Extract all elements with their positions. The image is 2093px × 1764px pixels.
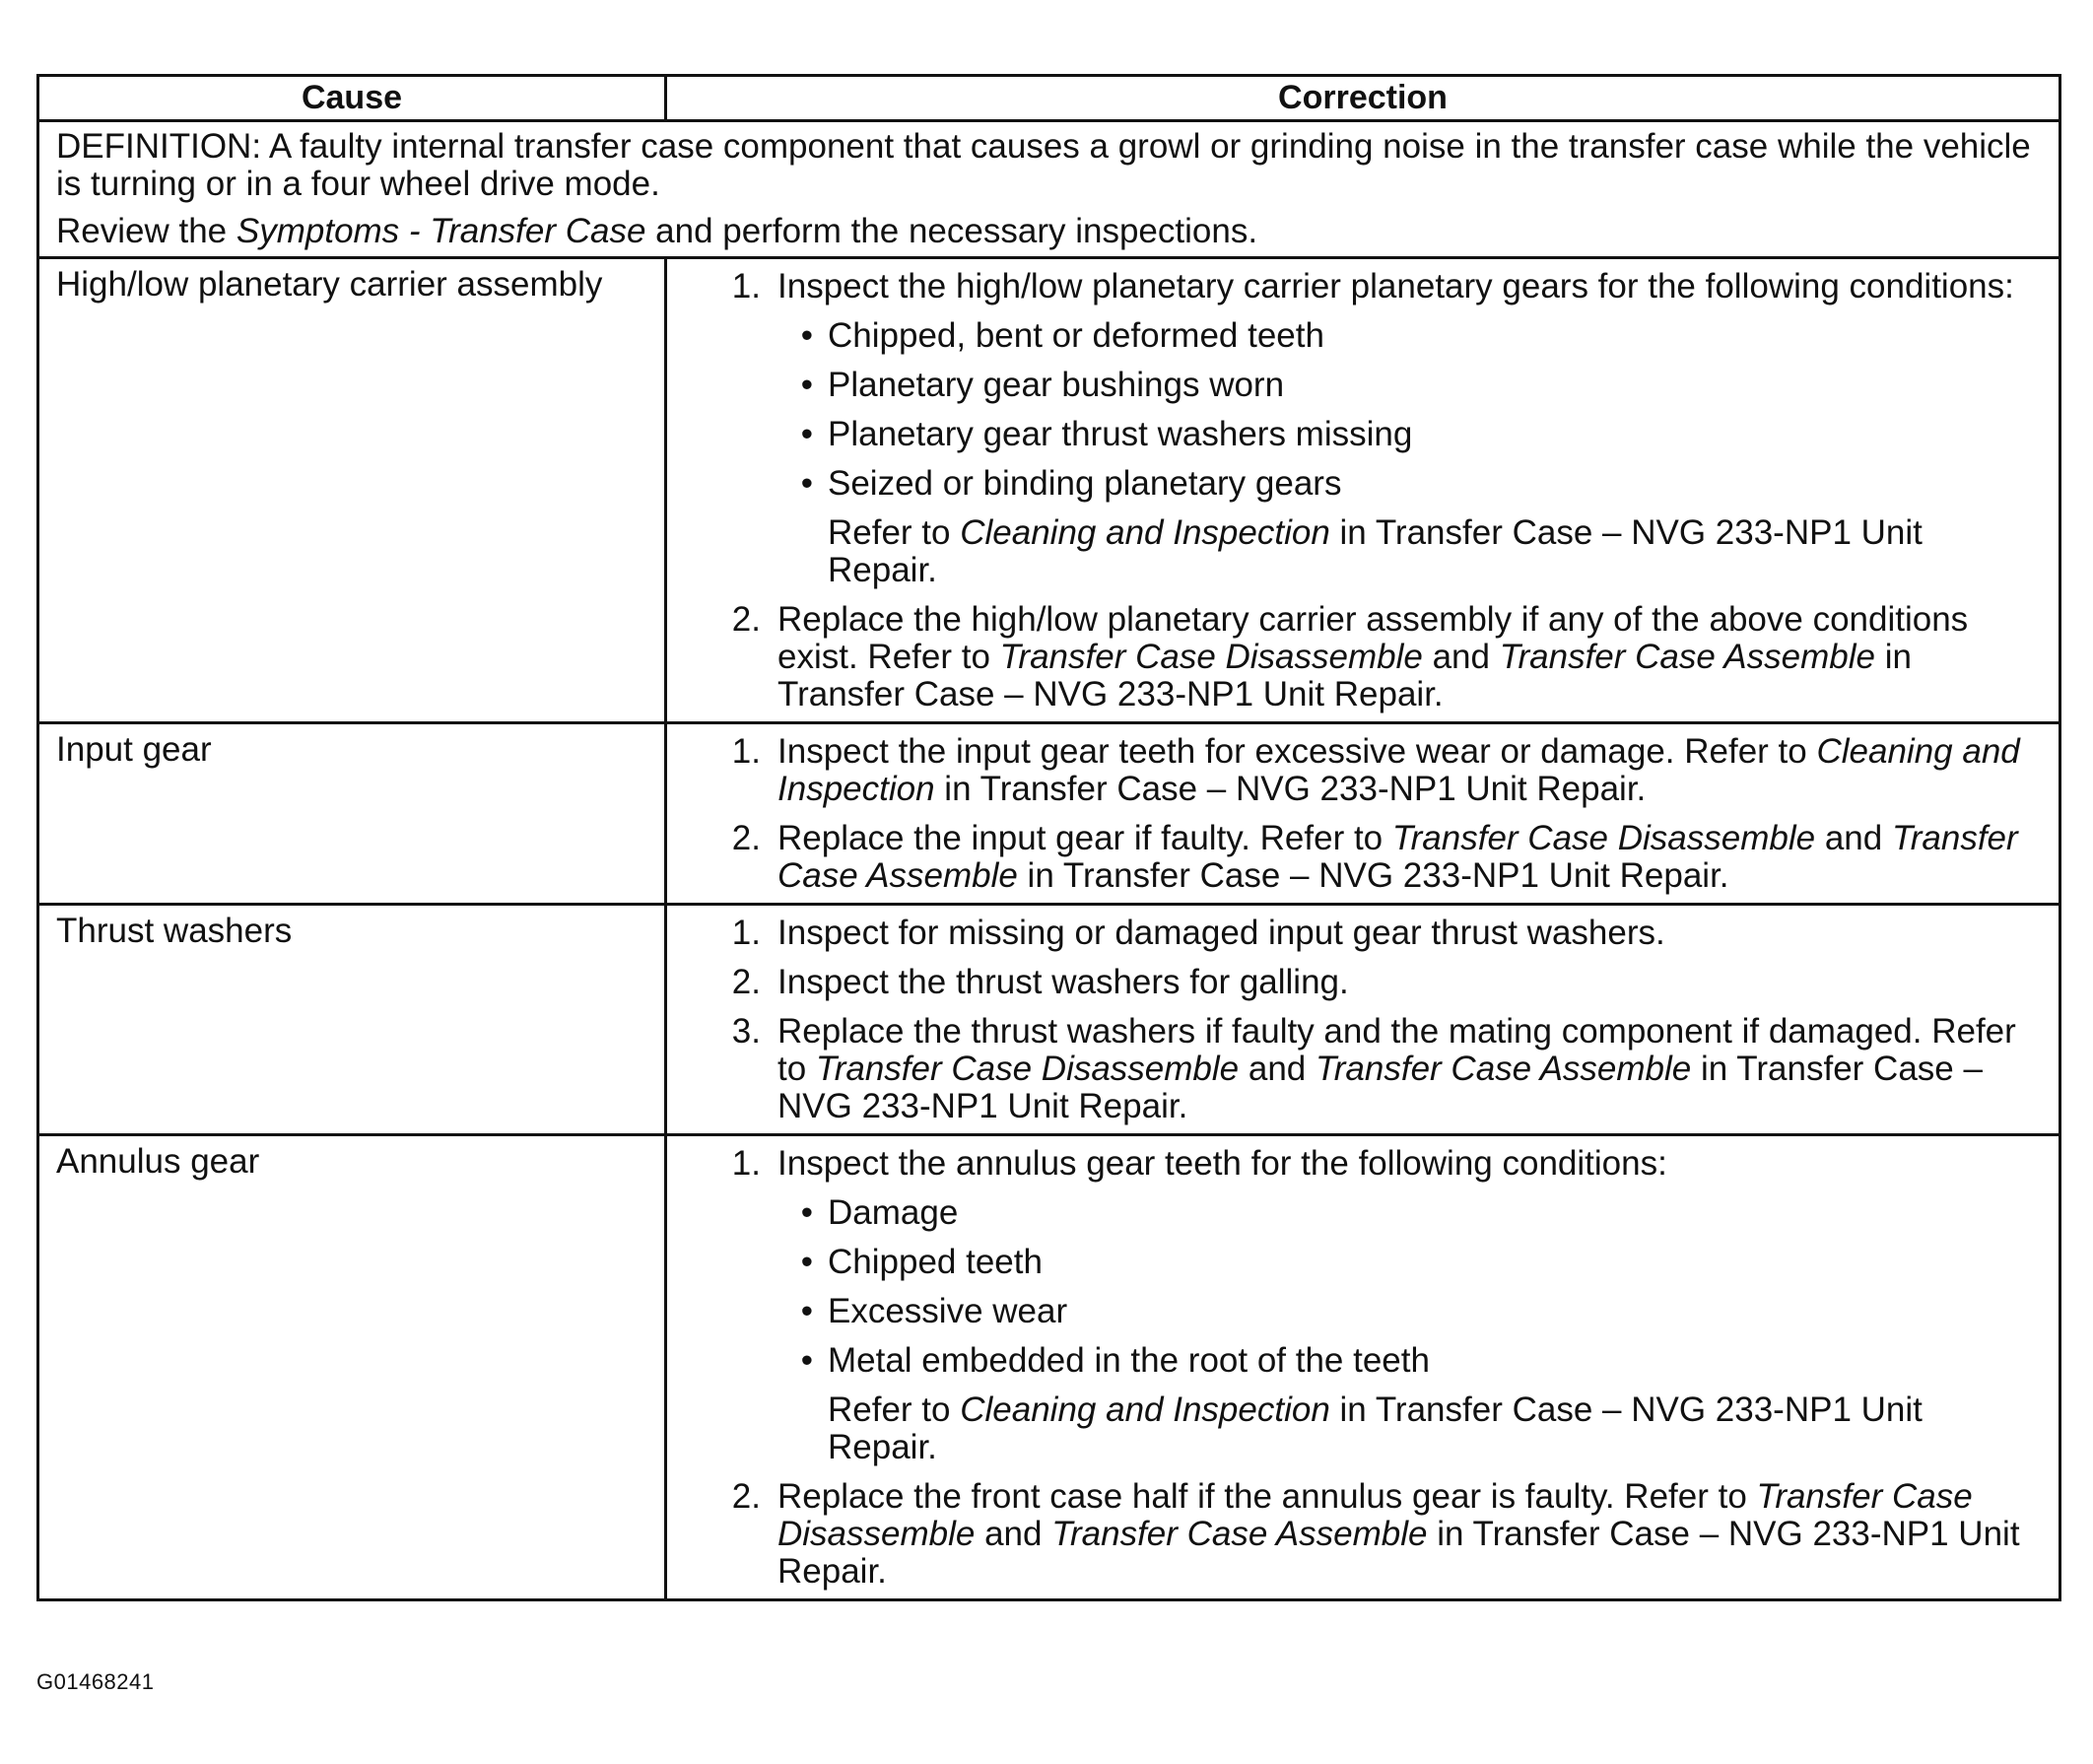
- step-text: [777, 733, 2035, 808]
- correction-cell: [666, 1135, 2060, 1600]
- review-text: [56, 213, 2043, 250]
- bullet-icon: •: [800, 1243, 813, 1281]
- list-item-text: Excessive wear: [828, 1292, 1068, 1330]
- text-part: Replace the high/low planetary carrier assembly if any of the above conditions exist. Refer to: [777, 600, 1969, 676]
- correction-step: [667, 1478, 2035, 1591]
- correction-step: [667, 601, 2035, 713]
- figure-id: G01468241: [36, 1669, 155, 1694]
- text-part: and: [975, 1515, 1052, 1553]
- reference-title: Transfer Case Disassemble: [999, 638, 1423, 676]
- correction-step: [667, 1145, 2035, 1466]
- ref-before: Refer to: [828, 1391, 961, 1429]
- reference-title: Transfer Case Disassemble: [1391, 819, 1816, 857]
- correction-cell: [666, 905, 2060, 1135]
- step-text: [777, 1478, 2035, 1591]
- bullet-icon: •: [800, 366, 813, 404]
- text-part: in Transfer Case – NVG 233-NP1 Unit Repair.: [777, 1050, 1983, 1125]
- list-item: [777, 367, 2035, 404]
- reference-title: Transfer Case Assemble: [1499, 638, 1875, 676]
- list-item: [777, 1342, 2035, 1380]
- step-text: Inspect the annulus gear teeth for the following conditions:: [777, 1144, 1667, 1183]
- step-number: 2.: [731, 819, 761, 857]
- text-part: in Transfer Case – NVG 233-NP1 Unit Repair.: [777, 1515, 2020, 1591]
- correction-step: [667, 1013, 2035, 1125]
- step-number: 1.: [731, 732, 761, 771]
- list-item: [777, 416, 2035, 453]
- ref-before: Refer to: [828, 513, 961, 552]
- reference-title: Transfer Case Assemble: [777, 819, 2018, 895]
- cause-cell: Input gear: [38, 723, 666, 905]
- text-part: in Transfer Case – NVG 233-NP1 Unit Repair.: [934, 770, 1647, 808]
- list-item: [777, 1194, 2035, 1232]
- definition-cell: [38, 121, 2060, 258]
- ref-after: in Transfer Case – NVG 233-NP1 Unit Repair.: [828, 1391, 1923, 1466]
- text-part: and: [1815, 819, 1892, 857]
- reference-title: Cleaning and Inspection: [960, 1391, 1330, 1429]
- step-text: [777, 1013, 2035, 1125]
- list-item: [777, 465, 2035, 503]
- correction-step: [667, 268, 2035, 589]
- list-item-text: Planetary gear bushings worn: [828, 366, 1285, 404]
- text-part: in Transfer Case – NVG 233-NP1 Unit Repair.: [777, 638, 1912, 713]
- text-part: Replace the front case half if the annulus gear is faulty. Refer to: [777, 1477, 1757, 1516]
- list-item-text: Planetary gear thrust washers missing: [828, 415, 1413, 453]
- bullet-icon: •: [800, 1193, 813, 1232]
- step-number: 1.: [731, 267, 761, 305]
- step-number: 2.: [731, 963, 761, 1001]
- step-text: Inspect for missing or damaged input gear thrust washers.: [777, 914, 1665, 952]
- text-part: and: [1422, 638, 1500, 676]
- bullet-icon: •: [800, 1341, 813, 1380]
- bullet-icon: •: [800, 316, 813, 355]
- reference-title: Transfer Case Assemble: [1051, 1515, 1428, 1553]
- review-before: Review the: [56, 212, 236, 250]
- correction-header: Correction: [666, 76, 2060, 121]
- bullet-icon: •: [800, 1292, 813, 1330]
- list-item-text: Metal embedded in the root of the teeth: [828, 1341, 1430, 1380]
- list-item: [777, 317, 2035, 355]
- reference-note: [777, 514, 2035, 589]
- correction-step: [667, 820, 2035, 895]
- review-after: and perform the necessary inspections.: [645, 212, 1258, 250]
- step-text: [777, 820, 2035, 895]
- step-number: 2.: [731, 1477, 761, 1516]
- table-row: [38, 905, 2060, 1135]
- step-text: [777, 601, 2035, 713]
- step-text: Inspect the thrust washers for galling.: [777, 963, 1349, 1001]
- table-row: [38, 258, 2060, 723]
- cause-cell: High/low planetary carrier assembly: [38, 258, 666, 723]
- bullet-icon: •: [800, 464, 813, 503]
- text-part: in Transfer Case – NVG 233-NP1 Unit Repair.: [1017, 856, 1729, 895]
- list-item-text: Chipped teeth: [828, 1243, 1043, 1281]
- text-part: Inspect the input gear teeth for excessive wear or damage. Refer to: [777, 732, 1817, 771]
- reference-title: Transfer Case Assemble: [1316, 1050, 1692, 1088]
- text-part: Replace the input gear if faulty. Refer to: [777, 819, 1392, 857]
- list-item-text: Damage: [828, 1193, 959, 1232]
- correction-step: [667, 915, 2035, 952]
- cause-cell: Annulus gear: [38, 1135, 666, 1600]
- step-number: 3.: [731, 1012, 761, 1051]
- reference-title: Cleaning and Inspection: [960, 513, 1330, 552]
- header-row: [38, 76, 2060, 121]
- reference-note: [777, 1391, 2035, 1466]
- bullet-icon: •: [800, 415, 813, 453]
- step-number: 2.: [731, 600, 761, 639]
- correction-step: [667, 964, 2035, 1001]
- reference-title: Transfer Case Disassemble: [777, 1477, 1973, 1553]
- definition-text: DEFINITION: A faulty internal transfer case component that causes a growl or grinding noise in the transfer case while the vehicle is turning or in a four wheel drive mode.: [56, 127, 2031, 203]
- reference-title: Transfer Case Disassemble: [815, 1050, 1240, 1088]
- cause-cell: Thrust washers: [38, 905, 666, 1135]
- list-item-text: Seized or binding planetary gears: [828, 464, 1342, 503]
- correction-cell: [666, 723, 2060, 905]
- cause-header: Cause: [38, 76, 666, 121]
- table-row: [38, 723, 2060, 905]
- reference-title: Cleaning and Inspection: [777, 732, 2020, 808]
- condition-list: [777, 317, 2035, 503]
- step-number: 1.: [731, 914, 761, 952]
- text-part: Replace the thrust washers if faulty and the mating component if damaged. Refer to: [777, 1012, 2016, 1088]
- list-item-text: Chipped, bent or deformed teeth: [828, 316, 1324, 355]
- list-item: [777, 1293, 2035, 1330]
- correction-step: [667, 733, 2035, 808]
- condition-list: [777, 1194, 2035, 1380]
- text-part: and: [1239, 1050, 1316, 1088]
- step-text: Inspect the high/low planetary carrier planetary gears for the following conditions:: [777, 267, 2014, 305]
- list-item: [777, 1244, 2035, 1281]
- definition-row: [38, 121, 2060, 258]
- ref-after: in Transfer Case – NVG 233-NP1 Unit Repair.: [828, 513, 1923, 589]
- correction-cell: [666, 258, 2060, 723]
- diagnostic-table: [36, 74, 2061, 1601]
- step-number: 1.: [731, 1144, 761, 1183]
- review-reference: Symptoms - Transfer Case: [236, 212, 646, 250]
- table-row: [38, 1135, 2060, 1600]
